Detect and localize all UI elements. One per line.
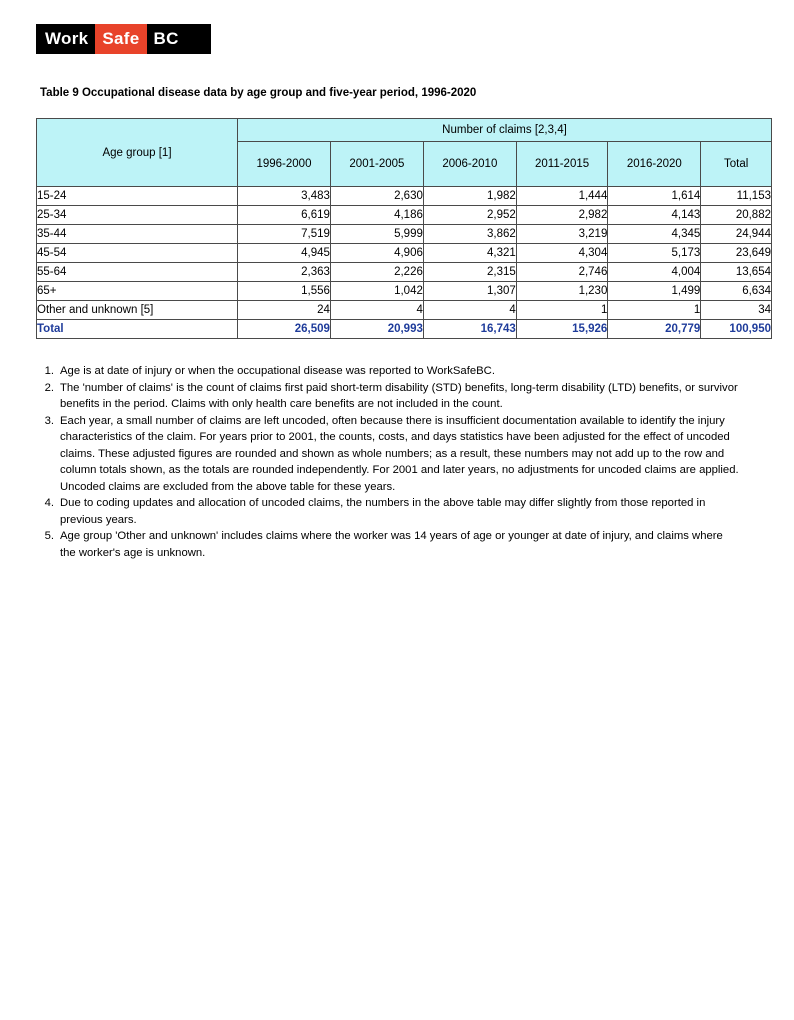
logo-text-bc: BC xyxy=(153,29,179,48)
footnote-item xyxy=(40,380,740,413)
footnote-number: 3. xyxy=(44,414,54,427)
table-header-row-1 xyxy=(37,119,772,142)
footnote-item xyxy=(40,363,740,380)
cell-value: 24 xyxy=(238,301,331,320)
row-label: 15-24 xyxy=(37,187,238,206)
cell-value: 3,483 xyxy=(238,187,331,206)
cell-value: 5,173 xyxy=(608,244,701,263)
footnote-number: 4. xyxy=(44,497,54,509)
table-body xyxy=(37,187,772,339)
cell-value: 1 xyxy=(516,301,608,320)
cell-value: 1,230 xyxy=(516,282,608,301)
cell-value: 2,226 xyxy=(330,263,423,282)
cell-value: 2,315 xyxy=(423,263,516,282)
cell-value: 4,345 xyxy=(608,225,701,244)
column-header-1996-2000: 1996-2000 xyxy=(238,142,331,187)
footnote-text: Due to coding updates and allocation of uncoded claims, the numbers in the above table may differ slightly from those reported in previous years. xyxy=(60,497,706,526)
cell-value: 1,444 xyxy=(516,187,608,206)
page-title: Table 9 Occupational disease data by age group and five-year period, 1996-2020 xyxy=(40,87,477,99)
footnotes xyxy=(40,363,740,561)
cell-value: 7,519 xyxy=(238,225,331,244)
cell-value: 1 xyxy=(608,301,701,320)
column-header-2006-2010: 2006-2010 xyxy=(423,142,516,187)
footnote-number: 1. xyxy=(44,365,54,377)
footnote-number: 2. xyxy=(44,381,54,394)
total-value-grand: 100,950 xyxy=(701,320,772,339)
cell-value-total: 24,944 xyxy=(701,225,772,244)
row-label: 45-54 xyxy=(37,244,238,263)
table-row xyxy=(37,187,772,206)
cell-value: 1,982 xyxy=(423,187,516,206)
table-head xyxy=(37,119,772,187)
cell-value: 1,499 xyxy=(608,282,701,301)
column-header-2001-2005: 2001-2005 xyxy=(330,142,423,187)
column-header-total: Total xyxy=(701,142,772,187)
cell-value: 3,862 xyxy=(423,225,516,244)
cell-value: 4,906 xyxy=(330,244,423,263)
logo-text-work: Work xyxy=(45,29,89,48)
cell-value: 1,556 xyxy=(238,282,331,301)
cell-value: 1,614 xyxy=(608,187,701,206)
cell-value-total: 6,634 xyxy=(701,282,772,301)
table-row xyxy=(37,244,772,263)
cell-value: 2,630 xyxy=(330,187,423,206)
row-label: 25-34 xyxy=(37,206,238,225)
cell-value: 4,945 xyxy=(238,244,331,263)
footnote-text: Each year, a small number of claims are left uncoded, often because there is insufficient documentation available to identify the injury characteristics of the claim. For years prior to 2001, the counts, costs, and days statistics have been adjusted for the effect of uncoded claims. These adjusted figures are rounded and shown as whole numbers; as a result, these numbers may not add up to the row and column totals shown, as the totals are rounded independently. For 2001 and later years, no adjustments for uncoded claims are applied. Uncoded claims are excluded from the above table for these years. xyxy=(60,414,739,493)
column-header-age-group: Age group [1] xyxy=(37,119,238,187)
total-value: 20,993 xyxy=(330,320,423,339)
column-header-group-claims: Number of claims [2,3,4] xyxy=(238,119,772,142)
cell-value: 6,619 xyxy=(238,206,331,225)
row-label: 55-64 xyxy=(37,263,238,282)
table-row xyxy=(37,301,772,320)
table-total-row xyxy=(37,320,772,339)
row-label-total: Total xyxy=(37,320,238,339)
total-value: 20,779 xyxy=(608,320,701,339)
cell-value: 5,999 xyxy=(330,225,423,244)
table-row xyxy=(37,263,772,282)
cell-value: 4,186 xyxy=(330,206,423,225)
footnote-number: 5. xyxy=(44,530,54,542)
cell-value: 2,746 xyxy=(516,263,608,282)
total-value: 15,926 xyxy=(516,320,608,339)
row-label: 35-44 xyxy=(37,225,238,244)
cell-value-total: 23,649 xyxy=(701,244,772,263)
footnote-item xyxy=(40,495,740,528)
total-value: 16,743 xyxy=(423,320,516,339)
cell-value: 4,004 xyxy=(608,263,701,282)
footnote-item xyxy=(40,528,740,561)
cell-value: 2,363 xyxy=(238,263,331,282)
column-header-2011-2015: 2011-2015 xyxy=(516,142,608,187)
cell-value: 1,307 xyxy=(423,282,516,301)
cell-value: 4,321 xyxy=(423,244,516,263)
cell-value-total: 20,882 xyxy=(701,206,772,225)
cell-value: 4 xyxy=(423,301,516,320)
cell-value: 2,952 xyxy=(423,206,516,225)
footnote-text: Age group 'Other and unknown' includes claims where the worker was 14 years of age or younger at date of injury, and claims where the worker's age is unknown. xyxy=(60,530,723,559)
row-label: Other and unknown [5] xyxy=(37,301,238,320)
table-row xyxy=(37,206,772,225)
table-row xyxy=(37,282,772,301)
worksafebc-logo xyxy=(36,24,211,54)
footnote-item xyxy=(40,413,740,496)
footnote-text: The 'number of claims' is the count of claims first paid short-term disability (STD) benefits, long-term disability (LTD) benefits, or survivor benefits in the period. Claims with only health care benefits are not included in the count. xyxy=(60,381,738,410)
logo-text-safe: Safe xyxy=(95,24,146,54)
cell-value-total: 11,153 xyxy=(701,187,772,206)
footnote-text: Age is at date of injury or when the occupational disease was reported to WorkSafeBC. xyxy=(60,365,495,377)
cell-value: 1,042 xyxy=(330,282,423,301)
table-row xyxy=(37,225,772,244)
total-value: 26,509 xyxy=(238,320,331,339)
cell-value: 2,982 xyxy=(516,206,608,225)
occupational-disease-table xyxy=(36,118,772,339)
row-label: 65+ xyxy=(37,282,238,301)
cell-value: 4 xyxy=(330,301,423,320)
cell-value: 4,143 xyxy=(608,206,701,225)
cell-value: 4,304 xyxy=(516,244,608,263)
cell-value-total: 13,654 xyxy=(701,263,772,282)
data-table-container xyxy=(36,118,772,339)
cell-value: 3,219 xyxy=(516,225,608,244)
column-header-2016-2020: 2016-2020 xyxy=(608,142,701,187)
cell-value-total: 34 xyxy=(701,301,772,320)
